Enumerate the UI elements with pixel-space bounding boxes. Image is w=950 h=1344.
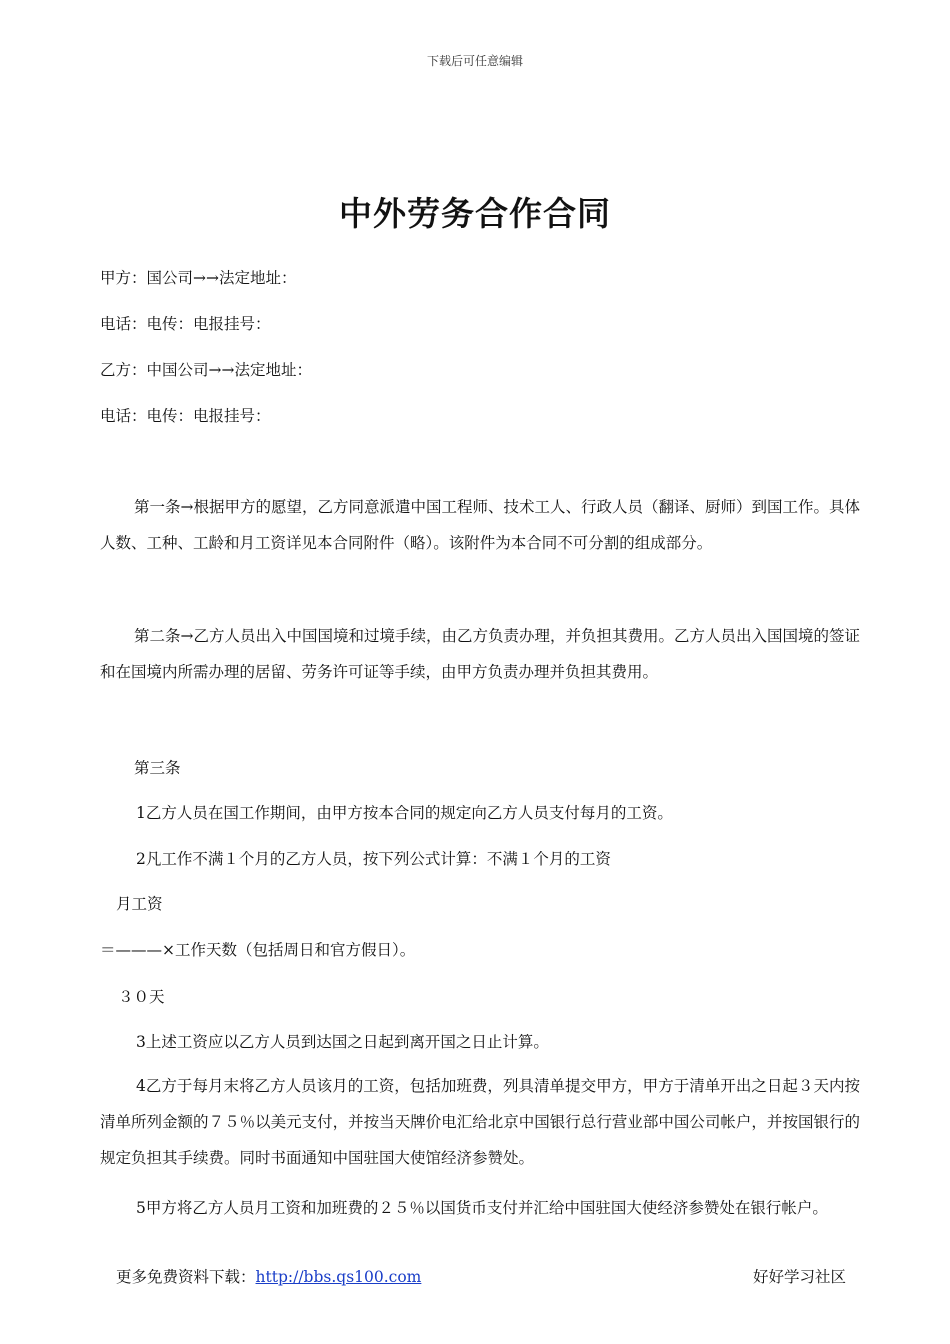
article-1: 第一条→根据甲方的愿望，乙方同意派遣中国工程师、技术工人、行政人员（翻译、厨师）到国工作。具体人数、工种、工龄和月工资详见本合同附件（略）。该附件为本合同不可分割的组成部分。 <box>100 498 860 552</box>
party-a-contact-line: 电话：电传：电报挂号： <box>100 315 271 333</box>
article-3-item-4: 4乙方于每月末将乙方人员该月的工资，包括加班费，列具清单提交甲方，甲方于清单开出之日起３天内按清单所列金额的７５％以美元支付，并按当天牌价电汇给北京中国银行总行营业部中国公司帐户，并按国银行的规定负担其手续费。同时书面通知中国驻国大使馆经济参赞处。 <box>100 1077 860 1167</box>
article-3-heading: 第三条 <box>134 759 181 777</box>
article-3-item-3: 3上述工资应以乙方人员到达国之日起到离开国之日止计算。 <box>136 1033 549 1051</box>
header-note: 下载后可任意编辑 <box>426 54 523 68</box>
article-2: 第二条→乙方人员出入中国国境和过境手续，由乙方负责办理，并负担其费用。乙方人员出入国国境的签证和在国境内所需办理的居留、劳务许可证等手续，由甲方负责办理并负担其费用。 <box>100 627 860 681</box>
party-a-line: 甲方：国公司→→法定地址： <box>100 269 297 287</box>
article-3-item-5: 5甲方将乙方人员月工资和加班费的２５％以国货币支付并汇给中国驻国大使经济参赞处在银行帐户。 <box>136 1199 828 1217</box>
article-3-item-1: 1乙方人员在国工作期间，由甲方按本合同的规定向乙方人员支付每月的工资。 <box>136 804 673 822</box>
formula-denominator: ３０天 <box>118 988 165 1006</box>
formula-numerator: 月工资 <box>116 895 163 913</box>
document-title: 中外劳务合作合同 <box>339 194 611 233</box>
footer-right: 好好学习社区 <box>752 1268 846 1286</box>
party-b-line: 乙方：中国公司→→法定地址： <box>100 361 312 379</box>
footer-link[interactable]: http://bbs.qs100.com <box>255 1268 422 1286</box>
footer-download-label: 更多免费资料下载： <box>116 1268 256 1286</box>
article-3-item-2: 2凡工作不满１个月的乙方人员，按下列公式计算：不满１个月的工资 <box>136 850 611 868</box>
party-b-contact-line: 电话：电传：电报挂号： <box>100 407 271 425</box>
footer-left <box>116 1265 421 1287</box>
formula-line: ＝———×工作天数（包括周日和官方假日）。 <box>100 941 416 959</box>
